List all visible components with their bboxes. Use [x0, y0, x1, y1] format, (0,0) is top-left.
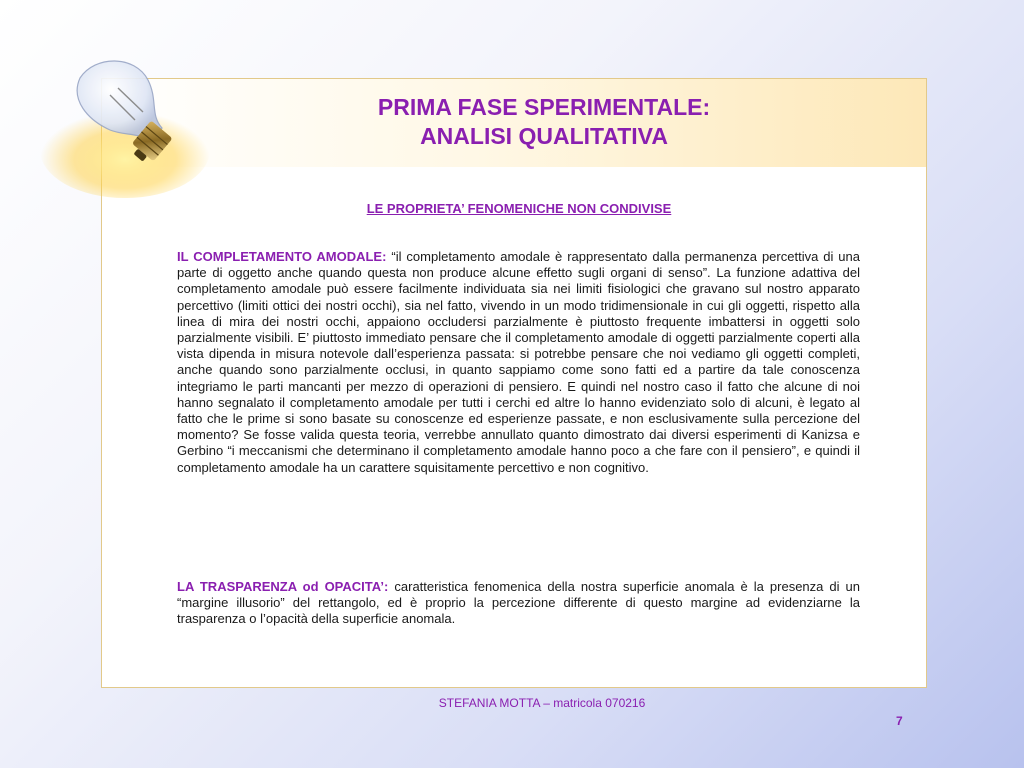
paragraph-1-text: “il completamento amodale è rappresentato dalla permanenza percettiva di una parte di oggetto anche quando questa non produce alcune effetto sugli organi di senso”. La funzione adattiva del completamento amodale può essere facilmente individuata sia nei limiti fisiologici che gravano sul nostro apparato percettivo (limiti ottici dei nostri occhi), sia nel fatto, vivendo in un modo tridimensionale in cui gli oggetti, rispetto alla linea di mira dei nostri occhi, appaiono occludersi parzialmente è piuttosto frequente imbattersi in oggetti solo parzialmente visibili. E’ piuttosto immediato pensare che il completamento amodale di oggetti parzialmente coperti alla vista dipenda in misura notevole dall’esperienza passata: si potrebbe pensare che noi vediamo gli oggetti completi, anche quando sono parzialmente occlusi, in quanto sappiamo come sono fatti ed a partire da tale conoscenza integriamo le parti mancanti per mezzo di operazioni di pensiero. E quindi nel nostro caso il fatto che alcune di noi hanno segnalato il completamento amodale per tutti i cerchi ed altre lo hanno evidenziato solo di alcuni, è legato al fatto che le prime si sono basate su conoscenze ed esperienze passate, e non esclusivamente sulla percezione del momento? Se fosse valida questa teoria, verrebbe annullato quanto dimostrato dai diversi esperimenti di Kanizsa e Gerbino “i meccanismi che determinano il completamento amodale hanno poco a che fare con il pensiero”, e quindi il completamento amodale ha un carattere squisitamente percettivo e non cognitivo.: [177, 249, 860, 475]
section-subtitle: LE PROPRIETA’ FENOMENICHE NON CONDIVISE: [366, 201, 672, 216]
title-line-1: PRIMA FASE SPERIMENTALE:: [377, 94, 711, 120]
paragraph-2-text: caratteristica fenomenica della nostra superficie anomala è la presenza di un “margine illusorio” del rettangolo, ed è proprio la percezione differente di questo margine ad evidenziarne la trasparenza o l’opacità della superficie anomala.: [177, 579, 861, 627]
paragraph-1-lead: IL COMPLETAMENTO AMODALE:: [177, 249, 387, 264]
lightbulb-icon: [40, 50, 230, 200]
paragraph-trasparenza: [177, 579, 860, 628]
page-number: 7: [896, 714, 903, 728]
footer-author: STEFANIA MOTTA – matricola 070216: [438, 696, 646, 710]
paragraph-2-lead: LA TRASPARENZA od OPACITA’:: [177, 579, 389, 594]
title-line-2: ANALISI QUALITATIVA: [420, 123, 668, 149]
paragraph-completamento: [177, 249, 860, 476]
